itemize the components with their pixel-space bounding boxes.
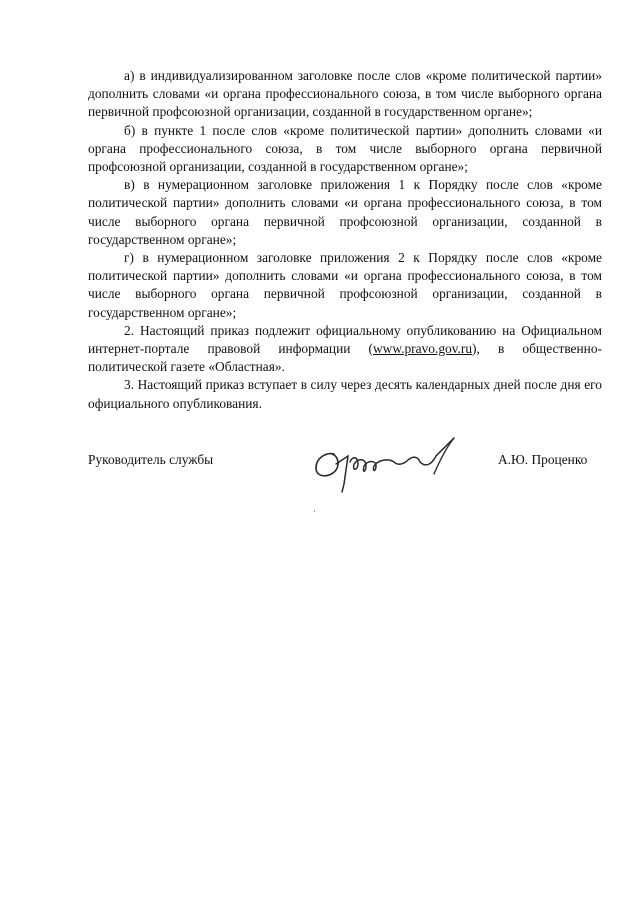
handwritten-signature-icon	[308, 434, 468, 494]
paragraph-v: в) в нумерационном заголовке приложения 1 к Порядку после слов «кроме политической партии» дополнить словами «и органа профессионального союза, в том числе выборного органа первичной профсоюзной организации, созданной в государственном органе»;	[88, 177, 602, 247]
paragraph-b: б) в пункте 1 после слов «кроме политической партии» дополнить словами «и органа профессионального союза, в том числе выборного органа первичной профсоюзной организации, созданной в государственном органе»;	[88, 122, 602, 175]
signatory-title: Руководитель службы	[88, 452, 214, 467]
signatory-name: А.Ю. Проценко	[498, 452, 588, 467]
paragraph-3: 3. Настоящий приказ вступает в силу через десять календарных дней после дня его официального опубликования.	[88, 377, 602, 411]
paragraph-g: г) в нумерационном заголовке приложения 2 к Порядку после слов «кроме политической партии» дополнить словами «и органа профессионального союза, в том числе выборного органа первичной профсоюзной организации, созданной в государственном органе»;	[88, 250, 602, 320]
scan-speck	[314, 510, 315, 512]
paragraph-2-after: ), в общественно-политической газете «Областная».	[88, 341, 602, 375]
paragraph-2-before: 2. Настоящий приказ подлежит официальному опубликованию на Официальном интернет-портале правовой информации (	[88, 322, 602, 357]
paragraph-2	[88, 322, 602, 377]
pravo-link[interactable]: www.pravo.gov.ru	[373, 341, 473, 357]
paragraph-a: а) в индивидуализированном заголовке после слов «кроме политической партии» дополнить словами «и органа профессионального союза, в том числе выборного органа первичной профсоюзной организации, созданной в государственном органе»;	[88, 68, 602, 120]
document-body	[88, 67, 602, 413]
